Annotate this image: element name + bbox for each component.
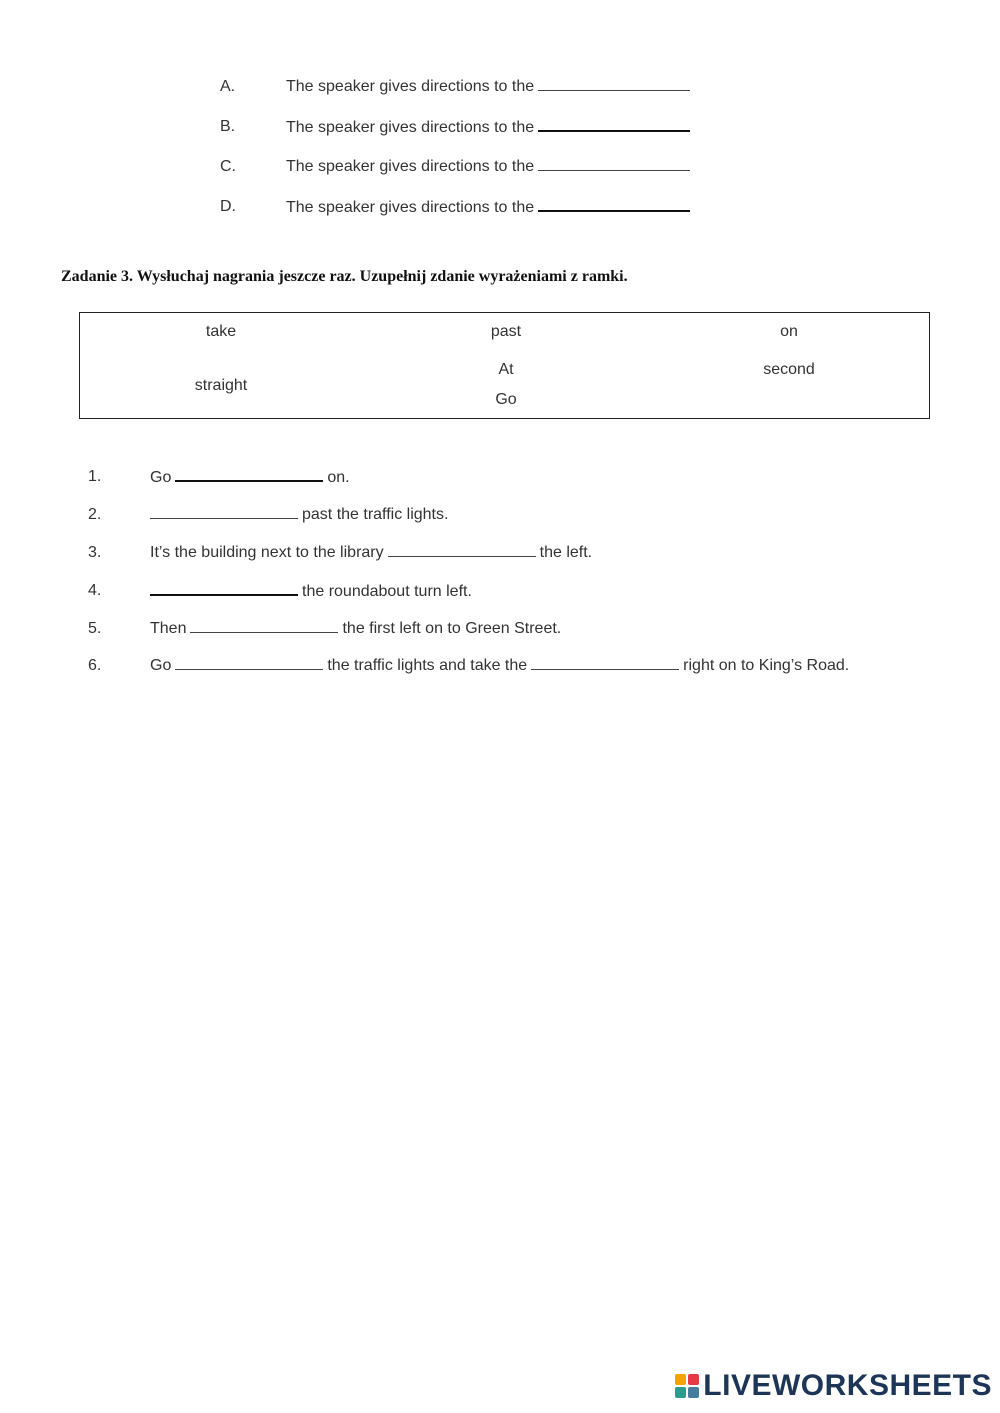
- word-box: [79, 312, 930, 419]
- sentence-5-before: Then: [150, 620, 187, 637]
- option-c-text: The speaker gives directions to the: [286, 158, 535, 175]
- option-a-text: The speaker gives directions to the: [286, 78, 535, 95]
- sentence-3-before: It’s the building next to the library: [150, 544, 384, 561]
- sentence-1-blank[interactable]: [175, 468, 323, 482]
- logo-block-3: [675, 1387, 686, 1398]
- answer-blank-d[interactable]: [538, 198, 690, 212]
- answer-blank-c[interactable]: [538, 158, 690, 171]
- answer-blank-b[interactable]: [538, 118, 690, 132]
- sentence-3: [150, 544, 592, 562]
- option-d: [286, 198, 690, 217]
- option-c: [286, 158, 690, 176]
- sentence-2: [150, 506, 448, 524]
- option-b-text: The speaker gives directions to the: [286, 119, 535, 136]
- logo-block-1: [675, 1374, 686, 1385]
- sentence-3-after: the left.: [539, 544, 593, 561]
- sentence-4: [150, 582, 472, 601]
- option-d-text: The speaker gives directions to the: [286, 199, 535, 216]
- logo-text: LIVEWORKSHEETS: [703, 1369, 992, 1402]
- word-take: take: [205, 323, 237, 340]
- sentence-6-blank-2[interactable]: [531, 657, 679, 670]
- sentence-number-6: 6.: [88, 657, 102, 674]
- sentence-number-1: 1.: [88, 468, 102, 485]
- option-a: [286, 78, 690, 96]
- sentence-number-4: 4.: [88, 582, 102, 599]
- sentence-6-after: right on to King’s Road.: [683, 657, 850, 674]
- task3-heading: Zadanie 3. Wysłuchaj nagrania jeszcze raz. Uzupełnij zdanie wyrażeniami z ramki.: [61, 268, 628, 285]
- sentence-2-blank[interactable]: [150, 506, 298, 519]
- option-letter-b: B.: [220, 118, 236, 135]
- sentence-2-after: past the traffic lights.: [302, 506, 449, 523]
- answer-blank-a[interactable]: [538, 78, 690, 91]
- option-b: [286, 118, 690, 137]
- sentence-1-before: Go: [150, 469, 172, 486]
- sentence-6-middle: the traffic lights and take the: [327, 657, 528, 674]
- sentence-number-3: 3.: [88, 544, 102, 561]
- logo-blocks-icon: [675, 1374, 699, 1398]
- sentence-4-blank[interactable]: [150, 582, 298, 596]
- option-letter-d: D.: [220, 198, 236, 215]
- word-at: At: [498, 361, 514, 378]
- sentence-4-after: the roundabout turn left.: [302, 583, 472, 600]
- sentence-6-before: Go: [150, 657, 172, 674]
- logo-block-2: [688, 1374, 699, 1385]
- word-straight: straight: [194, 377, 248, 394]
- sentence-number-5: 5.: [88, 620, 102, 637]
- sentence-1: [150, 468, 350, 487]
- option-letter-a: A.: [220, 78, 236, 95]
- sentence-6-blank-1[interactable]: [175, 657, 323, 670]
- sentence-5: [150, 620, 561, 638]
- sentence-1-after: on.: [327, 469, 350, 486]
- word-second: second: [763, 361, 815, 378]
- option-letter-c: C.: [220, 158, 236, 175]
- word-on: on: [780, 323, 798, 340]
- logo-block-4: [688, 1387, 699, 1398]
- liveworksheets-logo[interactable]: [675, 1369, 992, 1403]
- sentence-number-2: 2.: [88, 506, 102, 523]
- word-past: past: [490, 323, 522, 340]
- sentence-5-after: the first left on to Green Street.: [342, 620, 562, 637]
- sentence-5-blank[interactable]: [190, 620, 338, 633]
- sentence-3-blank[interactable]: [388, 544, 536, 557]
- sentence-6: [150, 657, 849, 675]
- word-go: Go: [495, 391, 517, 408]
